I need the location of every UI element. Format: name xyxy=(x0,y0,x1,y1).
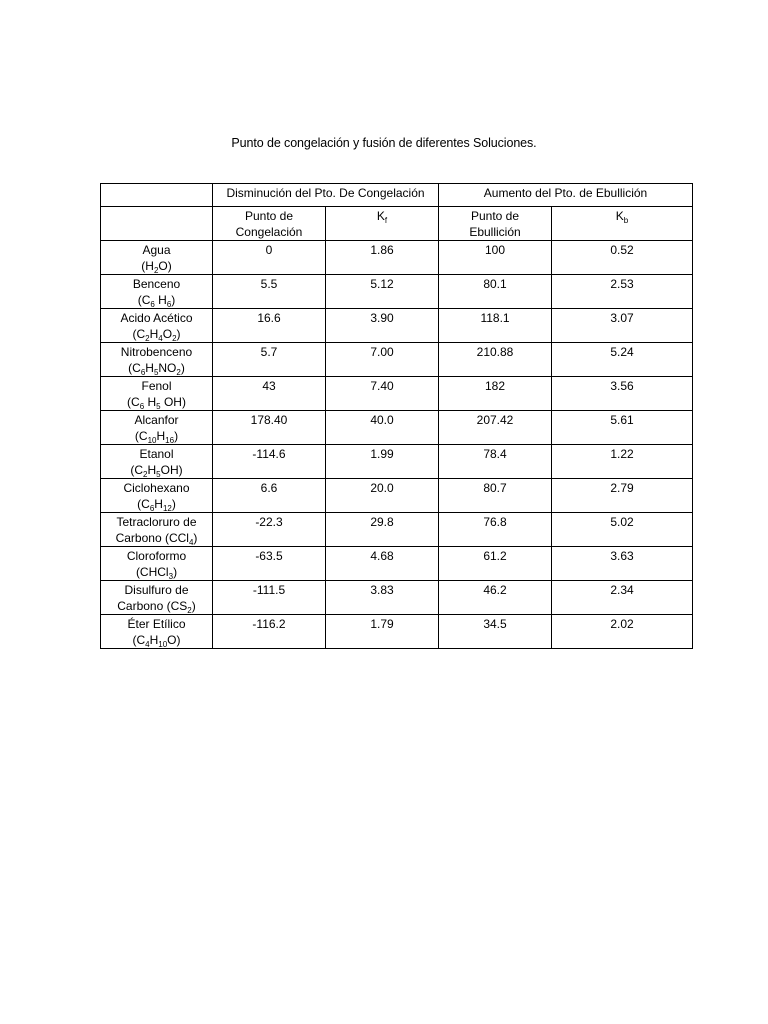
column-header-kb-sub: b xyxy=(623,216,629,225)
formula-subscript: 10 xyxy=(158,640,168,649)
substance-name: Benceno xyxy=(132,277,181,291)
formula-subscript: 5 xyxy=(156,402,161,411)
boiling-point-cell: 118.1 xyxy=(439,309,552,343)
table-row xyxy=(101,547,693,581)
substance-name: Cloroformo xyxy=(126,549,187,563)
formula-text: (C xyxy=(132,633,146,647)
formula-subscript: 6 xyxy=(150,300,155,309)
boiling-point-cell: 80.7 xyxy=(439,479,552,513)
substance-formula xyxy=(103,292,210,308)
formula-text: Carbono (CCl xyxy=(115,531,189,545)
group-header-row xyxy=(101,184,693,207)
column-header-freezing-point-line-1: Punto de xyxy=(244,209,294,223)
formula-subscript: 4 xyxy=(188,538,194,547)
formula-subscript: 2 xyxy=(145,334,150,343)
table-row xyxy=(101,309,693,343)
kb-cell: 2.34 xyxy=(552,581,693,615)
formula-text: (C xyxy=(130,463,144,477)
table-row xyxy=(101,581,693,615)
column-header-kf-base: K xyxy=(376,209,385,223)
freezing-point-cell: 6.6 xyxy=(213,479,326,513)
freezing-point-cell: -114.6 xyxy=(213,445,326,479)
substance-cell xyxy=(101,275,213,309)
substance-formula xyxy=(103,258,210,274)
formula-text: ) xyxy=(171,497,176,511)
formula-subscript: 3 xyxy=(168,572,174,581)
boiling-point-cell: 182 xyxy=(439,377,552,411)
table-row xyxy=(101,411,693,445)
formula-text: (C xyxy=(134,429,148,443)
formula-text: H xyxy=(149,633,159,647)
substance-formula xyxy=(103,530,210,546)
substance-formula xyxy=(103,598,210,614)
substance-name: Fenol xyxy=(141,379,172,393)
boiling-point-cell: 34.5 xyxy=(439,615,552,649)
kb-cell: 1.22 xyxy=(552,445,693,479)
table-row xyxy=(101,275,693,309)
formula-text: (C xyxy=(137,497,150,511)
column-header-freezing-point-line-2: Congelación xyxy=(235,225,303,239)
substance-cell xyxy=(101,445,213,479)
formula-subscript: 2 xyxy=(187,606,192,615)
table-row xyxy=(101,445,693,479)
formula-text: NO xyxy=(158,361,177,375)
substance-cell xyxy=(101,241,213,275)
substance-cell xyxy=(101,513,213,547)
kb-cell: 5.24 xyxy=(552,343,693,377)
freezing-point-cell: -111.5 xyxy=(213,581,326,615)
freezing-point-cell: 43 xyxy=(213,377,326,411)
formula-text: O) xyxy=(167,633,181,647)
substance-cell xyxy=(101,377,213,411)
column-header-blank xyxy=(101,207,213,241)
formula-text: (H xyxy=(141,259,154,273)
kb-cell: 3.07 xyxy=(552,309,693,343)
boiling-point-cell: 100 xyxy=(439,241,552,275)
kf-cell: 1.99 xyxy=(326,445,439,479)
substance-cell xyxy=(101,411,213,445)
formula-text: ) xyxy=(176,327,181,341)
formula-subscript: 5 xyxy=(153,368,159,377)
table-row xyxy=(101,377,693,411)
formula-text: ) xyxy=(174,429,179,443)
formula-text: ) xyxy=(171,293,176,307)
boiling-point-cell: 61.2 xyxy=(439,547,552,581)
substance-cell xyxy=(101,343,213,377)
page-title: Punto de congelación y fusión de diferentes Soluciones. xyxy=(231,136,537,150)
boiling-point-cell: 78.4 xyxy=(439,445,552,479)
kf-cell: 7.40 xyxy=(326,377,439,411)
kb-cell: 5.61 xyxy=(552,411,693,445)
substance-formula xyxy=(103,632,210,648)
kf-cell: 7.00 xyxy=(326,343,439,377)
formula-subscript: 10 xyxy=(147,436,157,445)
freezing-point-cell: -63.5 xyxy=(213,547,326,581)
substance-name: Éter Etílico xyxy=(127,617,186,631)
column-header-kf xyxy=(326,207,439,241)
boiling-point-cell: 76.8 xyxy=(439,513,552,547)
table-row xyxy=(101,615,693,649)
kb-cell: 3.63 xyxy=(552,547,693,581)
boiling-point-cell: 80.1 xyxy=(439,275,552,309)
formula-text: ) xyxy=(193,531,198,545)
kf-cell: 5.12 xyxy=(326,275,439,309)
formula-text: (C xyxy=(132,327,146,341)
substance-formula xyxy=(103,326,210,342)
formula-subscript: 2 xyxy=(176,368,181,377)
substance-formula xyxy=(103,428,210,444)
kb-cell: 3.56 xyxy=(552,377,693,411)
freezing-point-cell: 0 xyxy=(213,241,326,275)
column-header-boiling-point-line-1: Punto de xyxy=(470,209,520,223)
freezing-point-cell: 5.7 xyxy=(213,343,326,377)
kf-cell: 4.68 xyxy=(326,547,439,581)
table-row xyxy=(101,479,693,513)
kf-cell: 1.79 xyxy=(326,615,439,649)
column-header-boiling-point-line-2: Ebullición xyxy=(469,225,521,239)
substance-name: Acido Acético xyxy=(120,311,193,325)
boiling-point-cell: 46.2 xyxy=(439,581,552,615)
formula-subscript: 12 xyxy=(162,504,172,513)
freezing-point-cell: 178.40 xyxy=(213,411,326,445)
substance-formula xyxy=(103,462,210,478)
kb-cell: 2.79 xyxy=(552,479,693,513)
substance-name: Disulfuro de xyxy=(124,583,189,597)
freezing-point-cell: -22.3 xyxy=(213,513,326,547)
kb-cell: 5.02 xyxy=(552,513,693,547)
freezing-point-cell: 5.5 xyxy=(213,275,326,309)
formula-subscript: 2 xyxy=(143,470,148,479)
table-row xyxy=(101,343,693,377)
substance-formula xyxy=(103,496,210,512)
kb-cell: 2.02 xyxy=(552,615,693,649)
formula-subscript: 6 xyxy=(166,300,172,309)
formula-text: (C xyxy=(127,395,140,409)
kf-cell: 3.90 xyxy=(326,309,439,343)
formula-text: H xyxy=(154,293,167,307)
kf-cell: 3.83 xyxy=(326,581,439,615)
substance-name: Ciclohexano xyxy=(123,481,190,495)
formula-text: H xyxy=(154,497,163,511)
formula-text: O xyxy=(162,327,173,341)
formula-text: (CHCl xyxy=(135,565,169,579)
formula-text: (C xyxy=(137,293,151,307)
substance-cell xyxy=(101,479,213,513)
substance-formula xyxy=(103,394,210,410)
formula-text: OH) xyxy=(160,395,186,409)
formula-subscript: 2 xyxy=(153,266,159,275)
formula-subscript: 5 xyxy=(156,470,161,479)
formula-text: O) xyxy=(158,259,172,273)
kb-cell: 0.52 xyxy=(552,241,693,275)
formula-subscript: 6 xyxy=(139,402,145,411)
formula-subscript: 4 xyxy=(145,640,150,649)
formula-text: H xyxy=(147,463,157,477)
kf-cell: 20.0 xyxy=(326,479,439,513)
substance-name: Agua xyxy=(142,243,171,257)
boiling-point-cell: 210.88 xyxy=(439,343,552,377)
substance-name: Etanol xyxy=(139,447,174,461)
formula-text: OH) xyxy=(160,463,183,477)
formula-text: ) xyxy=(191,599,196,613)
column-header-kb xyxy=(552,207,693,241)
formula-subscript: 4 xyxy=(158,334,163,343)
formula-text: H xyxy=(149,327,159,341)
substance-formula xyxy=(103,564,210,580)
group-header-freezing: Disminución del Pto. De Congelación xyxy=(213,184,439,207)
freezing-point-cell: -116.2 xyxy=(213,615,326,649)
formula-subscript: 16 xyxy=(165,436,175,445)
formula-text: H xyxy=(144,395,157,409)
data-table xyxy=(100,183,693,649)
column-header-kb-base: K xyxy=(615,209,624,223)
table-row xyxy=(101,241,693,275)
substance-cell xyxy=(101,581,213,615)
kb-cell: 2.53 xyxy=(552,275,693,309)
formula-text: Carbono (CS xyxy=(117,599,188,613)
kf-cell: 1.86 xyxy=(326,241,439,275)
formula-subscript: 2 xyxy=(172,334,177,343)
formula-text: (C xyxy=(128,361,141,375)
substance-cell xyxy=(101,615,213,649)
formula-text: H xyxy=(156,429,166,443)
formula-text: ) xyxy=(180,361,185,375)
table-body xyxy=(101,241,693,649)
kf-cell: 40.0 xyxy=(326,411,439,445)
substance-name: Tetracloruro de xyxy=(116,515,197,529)
formula-text: H xyxy=(145,361,154,375)
kf-cell: 29.8 xyxy=(326,513,439,547)
formula-subscript: 6 xyxy=(149,504,155,513)
formula-subscript: 6 xyxy=(140,368,146,377)
column-header-kf-sub: f xyxy=(384,216,388,225)
substance-name: Nitrobenceno xyxy=(120,345,193,359)
table-row xyxy=(101,513,693,547)
column-header-boiling-point xyxy=(439,207,552,241)
freezing-point-cell: 16.6 xyxy=(213,309,326,343)
group-header-blank xyxy=(101,184,213,207)
substance-cell xyxy=(101,309,213,343)
column-header-row xyxy=(101,207,693,241)
substance-formula xyxy=(103,360,210,376)
group-header-boiling: Aumento del Pto. de Ebullición xyxy=(439,184,693,207)
substance-cell xyxy=(101,547,213,581)
formula-text: ) xyxy=(173,565,178,579)
column-header-freezing-point xyxy=(213,207,326,241)
substance-name: Alcanfor xyxy=(134,413,179,427)
boiling-point-cell: 207.42 xyxy=(439,411,552,445)
